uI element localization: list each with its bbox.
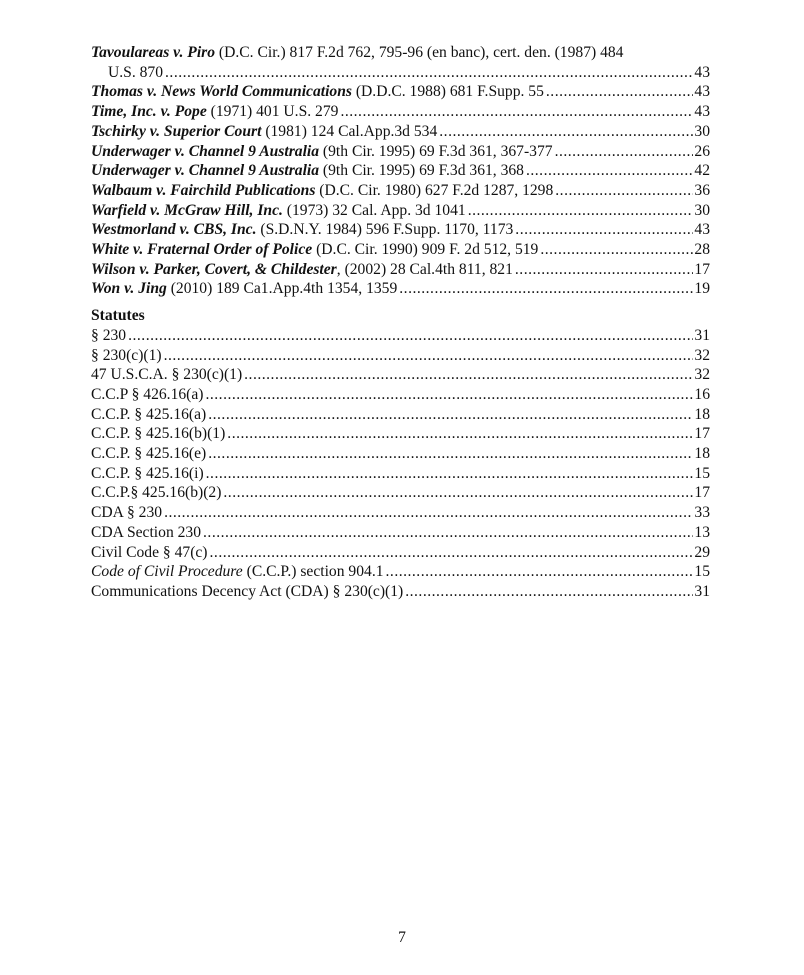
- case-entry: [91, 220, 710, 240]
- case-name: Tavoulareas v. Piro: [91, 44, 216, 61]
- dot-leader: [546, 82, 694, 102]
- dot-leader: [555, 181, 693, 201]
- dot-leader: [210, 543, 694, 563]
- dot-leader: [208, 405, 693, 425]
- page-reference: 36: [694, 181, 710, 199]
- case-citation: , (2002) 28 Cal.4th 811, 821: [336, 260, 513, 278]
- case-citation-continued: U.S. 870: [108, 63, 164, 81]
- case-entry: [91, 279, 710, 299]
- case-entry: [91, 161, 710, 181]
- table-of-authorities: [91, 43, 710, 602]
- statute-entry: [91, 582, 710, 602]
- page-reference: 33: [694, 504, 710, 522]
- page-reference: 26: [694, 142, 710, 160]
- dot-leader: [515, 260, 694, 280]
- page-reference: 29: [694, 543, 710, 561]
- statute-text: C.C.P. § 425.16(b)(1): [91, 425, 226, 443]
- statute-text: 47 U.S.C.A. § 230(c)(1): [91, 366, 243, 384]
- page-reference: 16: [694, 385, 710, 403]
- statute-entry: [91, 346, 710, 366]
- page-reference: 17: [694, 260, 710, 278]
- dot-leader: [468, 201, 694, 221]
- statute-entry: [91, 385, 710, 405]
- case-citation: (D.C. Cir. 1990) 909 F. 2d 512, 519: [312, 241, 539, 259]
- case-citation: (9th Cir. 1995) 69 F.3d 361, 368: [319, 162, 524, 180]
- statute-text: C.C.P.§ 425.16(b)(2): [91, 484, 222, 502]
- statute-entry: [91, 562, 710, 582]
- statute-text: C.C.P. § 425.16(e): [91, 445, 207, 463]
- statute-text: C.C.P. § 425.16(i): [91, 464, 204, 482]
- dot-leader: [399, 279, 693, 299]
- case-name: Tschirky v. Superior Court: [91, 122, 262, 140]
- statutes-heading: Statutes: [91, 307, 145, 325]
- dot-leader: [405, 582, 693, 602]
- case-citation: (D.C. Cir.) 817 F.2d 762, 795-96 (en banc), cert. den. (1987) 484: [215, 44, 624, 61]
- case-entry: [91, 102, 710, 122]
- dot-leader: [540, 240, 693, 260]
- statute-entry: [91, 523, 710, 543]
- statute-entry: [91, 464, 710, 484]
- statute-title: Code of Civil Procedure: [91, 563, 243, 581]
- page-reference: 31: [694, 326, 710, 344]
- case-name: Time, Inc. v. Pope: [91, 103, 207, 121]
- page-reference: 18: [694, 445, 710, 463]
- case-citation: (S.D.N.Y. 1984) 596 F.Supp. 1170, 1173: [256, 221, 514, 239]
- case-citation: (D.C. Cir. 1980) 627 F.2d 1287, 1298: [315, 181, 554, 199]
- page-reference: 17: [694, 484, 710, 502]
- page-reference: 32: [694, 346, 710, 364]
- dot-leader: [128, 326, 693, 346]
- dot-leader: [340, 102, 693, 122]
- case-citation: (1973) 32 Cal. App. 3d 1041: [282, 201, 466, 219]
- page-reference: 30: [694, 201, 710, 219]
- case-citation: (9th Cir. 1995) 69 F.3d 361, 367-377: [319, 142, 553, 160]
- case-citation: (2010) 189 Ca1.App.4th 1354, 1359: [166, 280, 398, 298]
- dot-leader: [515, 220, 693, 240]
- statute-entry: [91, 503, 710, 523]
- page-reference: 19: [694, 280, 710, 298]
- case-entry-line-2: [91, 63, 710, 83]
- page-reference: 43: [694, 63, 710, 81]
- dot-leader: [208, 444, 693, 464]
- dot-leader: [205, 385, 693, 405]
- statute-entry: [91, 444, 710, 464]
- case-entry: [91, 260, 710, 280]
- case-entry: [91, 82, 710, 102]
- page-reference: 15: [694, 563, 710, 581]
- page-reference: 17: [694, 425, 710, 443]
- case-name: Underwager v. Channel 9 Australia: [91, 142, 320, 160]
- statute-text: CDA § 230: [91, 504, 163, 522]
- case-citation: (D.D.C. 1988) 681 F.Supp. 55: [351, 83, 544, 101]
- case-entry: [91, 142, 710, 162]
- statute-entry: [91, 365, 710, 385]
- page-reference: 32: [694, 366, 710, 384]
- case-name: Underwager v. Channel 9 Australia: [91, 162, 320, 180]
- statute-entry: [91, 326, 710, 346]
- case-entry: [91, 122, 710, 142]
- page-reference: 43: [694, 221, 710, 239]
- dot-leader: [165, 63, 693, 83]
- page-reference: 18: [694, 405, 710, 423]
- case-name: Won v. Jing: [91, 280, 167, 298]
- page-reference: 43: [694, 83, 710, 101]
- case-entry: [91, 240, 710, 260]
- dot-leader: [439, 122, 693, 142]
- dot-leader: [164, 503, 693, 523]
- page-reference: 43: [694, 103, 710, 121]
- case-name: Westmorland v. CBS, Inc.: [91, 221, 257, 239]
- case-name: Wilson v. Parker, Covert, & Childester: [91, 260, 337, 278]
- case-name: Warfield v. McGraw Hill, Inc.: [91, 201, 283, 219]
- page-reference: 13: [694, 523, 710, 541]
- statute-text: Communications Decency Act (CDA) § 230(c)(1): [91, 582, 404, 600]
- statute-entry: [91, 543, 710, 563]
- case-entry: [91, 201, 710, 221]
- case-entry: [91, 43, 710, 82]
- dot-leader: [203, 523, 693, 543]
- page-reference: 15: [694, 464, 710, 482]
- statute-text: C.C.P § 426.16(a): [91, 385, 204, 403]
- statute-text: CDA Section 230: [91, 523, 202, 541]
- statute-text: C.C.P. § 425.16(a): [91, 405, 207, 423]
- dot-leader: [526, 161, 693, 181]
- page-reference: 42: [694, 162, 710, 180]
- dot-leader: [227, 424, 693, 444]
- statute-text: (C.C.P.) section 904.1: [242, 563, 384, 581]
- dot-leader: [223, 483, 693, 503]
- page-reference: 30: [694, 122, 710, 140]
- dot-leader: [386, 562, 694, 582]
- case-name: White v. Fraternal Order of Police: [91, 241, 313, 259]
- dot-leader: [244, 365, 693, 385]
- statute-entry: [91, 405, 710, 425]
- statute-text: Civil Code § 47(c): [91, 543, 208, 561]
- statute-entry: [91, 483, 710, 503]
- dot-leader: [206, 464, 694, 484]
- statute-entry: [91, 424, 710, 444]
- statute-text: § 230(c)(1): [91, 346, 162, 364]
- case-entry-line-1: [91, 43, 710, 63]
- case-name: Walbaum v. Fairchild Publications: [91, 181, 316, 199]
- statute-text: § 230: [91, 326, 127, 344]
- case-entry: [91, 181, 710, 201]
- dot-leader: [164, 346, 694, 366]
- page-reference: 31: [694, 582, 710, 600]
- case-name: Thomas v. News World Communications: [91, 83, 352, 101]
- dot-leader: [555, 142, 694, 162]
- case-citation: (1981) 124 Cal.App.3d 534: [261, 122, 438, 140]
- page-reference: 28: [694, 241, 710, 259]
- page-number: 7: [398, 929, 406, 946]
- case-citation: (1971) 401 U.S. 279: [206, 103, 339, 121]
